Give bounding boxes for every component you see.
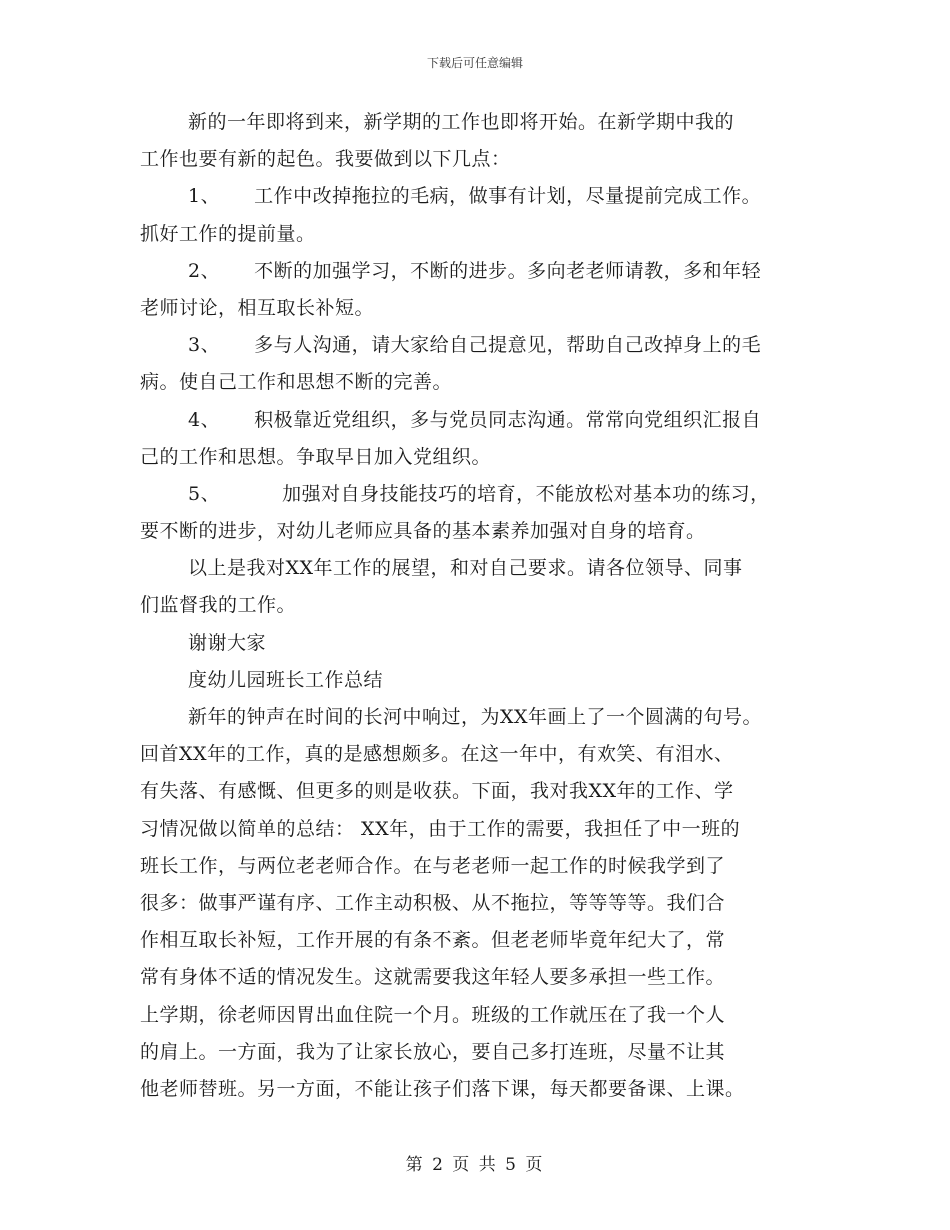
paragraph-line: 班长工作，与两位老老师合作。在与老老师一起工作的时候我学到了 [140,854,726,877]
paragraph-line: 以上是我对XX年工作的展望，和对自己要求。请各位领导、同事 [188,557,743,580]
paragraph-line: 作相互取长补短，工作开展的有条不紊。但老老师毕竟年纪大了，常 [140,929,726,952]
paragraph-line: 很多：做事严谨有序、工作主动积极、从不拖拉，等等等等。我们合 [140,891,726,914]
list-item-number: 1、 [188,185,221,208]
section-title: 度幼儿园班长工作总结 [188,668,384,691]
list-item-4 [140,402,820,439]
list-item-1 [140,178,820,215]
paragraph-line: 有失落、有感慨、但更多的则是收获。下面，我对我XX年的工作、学 [140,780,734,803]
list-item-5 [140,476,820,513]
list-item-3 [140,327,820,364]
paragraph-line: 他老师替班。另一方面，不能让孩子们落下课，每天都要备课、上课。 [140,1077,745,1100]
thanks-line: 谢谢大家 [188,631,267,654]
list-item-number: 2、 [188,259,221,282]
list-item-continuation: 抓好工作的提前量。 [140,222,316,245]
list-item-text: 积极靠近党组织，多与党员同志沟通。常常向党组织汇报自 [254,408,762,431]
list-item-2 [140,253,820,290]
list-item-continuation: 病。使自己工作和思想不断的完善。 [140,371,453,394]
list-item-number: 5、 [188,482,221,505]
paragraph-line: 工作也要有新的起色。我要做到以下几点： [140,148,511,171]
page-number-footer: 第 2 页 共 5 页 [405,1155,545,1175]
list-item-continuation: 己的工作和思想。争取早日加入党组织。 [140,445,492,468]
list-item-continuation: 老师讨论，相互取长补短。 [140,296,375,319]
paragraph-line: 上学期，徐老师因胃出血住院一个月。班级的工作就压在了我一个人 [140,1003,726,1026]
list-item-text: 不断的加强学习，不断的进步。多向老老师请教，多和年轻 [254,259,762,282]
list-item-number: 4、 [188,408,221,431]
list-item-text: 多与人沟通，请大家给自己提意见，帮助自己改掉身上的毛 [254,334,762,357]
list-item-text: 加强对自身技能技巧的培育，不能放松对基本功的练习， [282,482,770,505]
paragraph-line: 回首XX年的工作，真的是感想颇多。在这一年中，有欢笑、有泪水、 [140,743,734,766]
paragraph-line: 新年的钟声在时间的长河中响过，为XX年画上了一个圆满的句号。 [188,706,763,728]
paragraph-line: 习情况做以简单的总结： XX年，由于工作的需要，我担任了中一班的 [140,817,741,840]
paragraph-line: 的肩上。一方面，我为了让家长放心，要自己多打连班，尽量不让其 [140,1040,726,1063]
list-item-number: 3、 [188,334,221,357]
paragraph-line: 们监督我的工作。 [140,594,297,617]
paragraph-line: 常有身体不适的情况发生。这就需要我这年轻人要多承担一些工作。 [140,966,726,989]
page-header: 下载后可任意编辑 [426,56,523,70]
list-item-continuation: 要不断的进步，对幼儿老师应具备的基本素养加强对自身的培育。 [140,520,706,543]
list-item-text: 工作中改掉拖拉的毛病，做事有计划，尽量提前完成工作。 [254,185,762,208]
document-body [140,104,820,1108]
paragraph-line: 新的一年即将到来，新学期的工作也即将开始。在新学期中我的 [188,111,735,133]
